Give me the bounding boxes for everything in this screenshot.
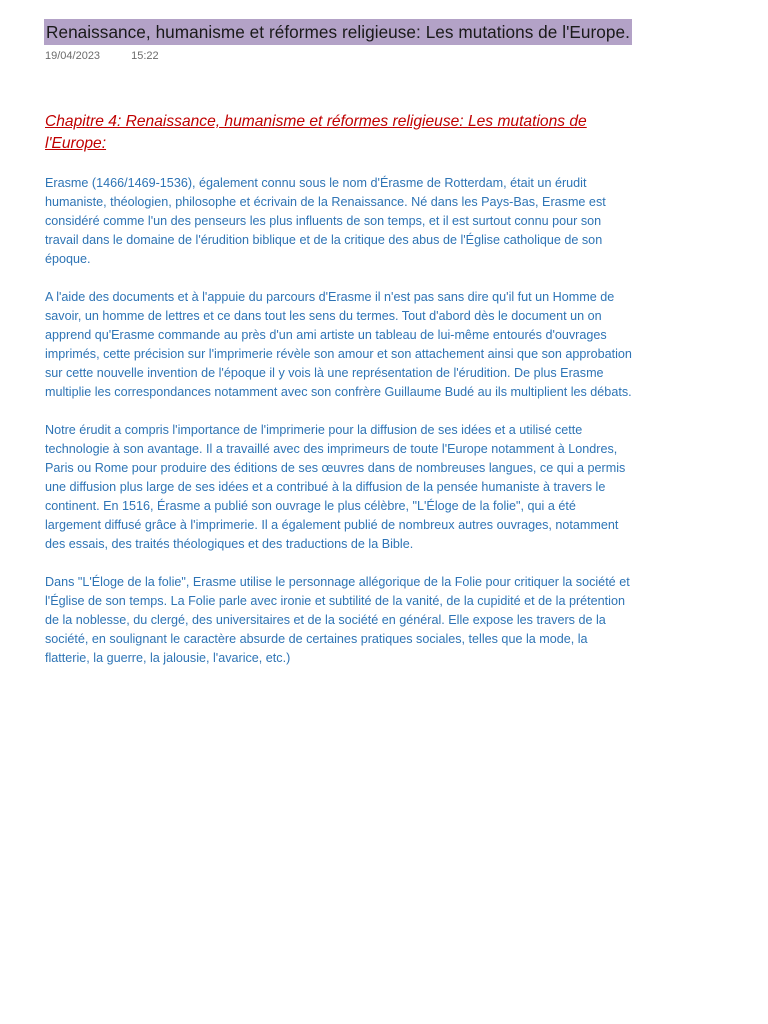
page-title: Renaissance, humanisme et réformes religieuse: Les mutations de l'Europe.	[44, 19, 632, 45]
paragraph: Dans "L'Éloge de la folie", Erasme utilise le personnage allégorique de la Folie pour critiquer la société et l'Église de son temps. La Folie parle avec ironie et subtilité de la vanité, de la cupidité et de la prétention de la noblesse, du clergé, des universitaires et de la société en général. Elle expose les travers de la société, en soulignant le caractère absurde de certaines pratiques sociales, telles que la mode, la flatterie, la guerre, la jalousie, l'avarice, etc.)	[45, 575, 630, 665]
chapter-heading: Chapitre 4: Renaissance, humanisme et réformes religieuse: Les mutations de l'Europe:	[45, 113, 587, 152]
document-time: 15:22	[131, 50, 159, 62]
document-date: 19/04/2023	[45, 50, 101, 62]
document-metadata	[45, 50, 159, 62]
document-body	[45, 174, 635, 687]
paragraph: A l'aide des documents et à l'appuie du parcours d'Erasme il n'est pas sans dire qu'il fut un Homme de savoir, un homme de lettres et ce dans tout les sens du termes. Tout d'abord dès le document un on apprend qu'Erasme commande au près d'un ami artiste un tableau de lui-même entourés d'ouvrages imprimés, cette précision sur l'imprimerie révèle son amour et son attachement ainsi que son approbation sur cette nouvelle invention de l'époque il y vois là une représentation de l'érudition. De plus Erasme multiplie les correspondances notamment avec son confrère Guillaume Budé au ils multiplient les débats.	[45, 290, 632, 399]
paragraph: Notre érudit a compris l'importance de l'imprimerie pour la diffusion de ses idées et a utilisé cette technologie à son avantage. Il a travaillé avec des imprimeurs de toute l'Europe notamment à Londres, Paris ou Rome pour produire des éditions de ses œuvres dans de nombreuses langues, ce qui a permis une diffusion plus large de ses idées et a contribué à la diffusion de la pensée humaniste à travers le continent. En 1516, Érasme a publié son ouvrage le plus célèbre, "L'Éloge de la folie", qui a été largement diffusé grâce à l'imprimerie. Il a également publié de nombreux autres ouvrages, notamment des essais, des traités théologiques et des traductions de la Bible.	[45, 423, 626, 551]
page-title-container	[44, 19, 632, 45]
paragraph: Erasme (1466/1469-1536), également connu sous le nom d'Érasme de Rotterdam, était un érudit humaniste, théologien, philosophe et écrivain de la Renaissance. Né dans les Pays-Bas, Erasme est considéré comme l'un des penseurs les plus influents de son temps, et il est surtout connu pour son travail dans le domaine de l'érudition biblique et de la critique des abus de l'Église catholique de son époque.	[45, 176, 606, 266]
